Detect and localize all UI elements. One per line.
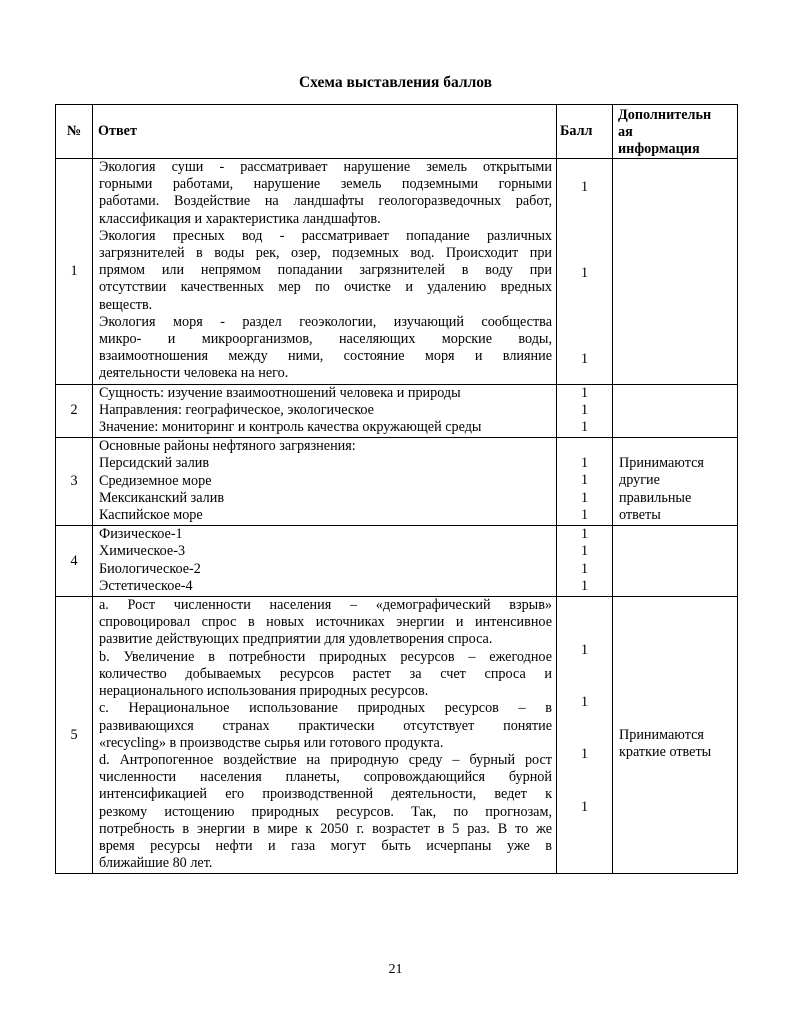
answer-line: Экология суши - рассматривает нарушение земель открытыми <box>99 159 552 175</box>
answer-line: ближайшие 80 лет. <box>99 855 213 872</box>
page-number: 21 <box>388 962 403 977</box>
answer-line: численности населения планеты, сопровождающийся бурной <box>99 769 552 786</box>
answer-cell <box>93 159 557 385</box>
row-number: 3 <box>56 438 93 526</box>
score-value: 1 <box>580 351 589 368</box>
answer-line: Направления: географическое, экологическое <box>99 401 374 418</box>
answer-line: деятельности человека на него. <box>99 365 289 382</box>
answer-line: d. Антропогенное воздействие на природную среду – бурный рост <box>99 751 552 768</box>
answer-cell <box>93 526 557 597</box>
answer-line: Экология моря - раздел геоэкологии, изучающий сообщества <box>99 313 552 330</box>
table-header-row <box>56 105 738 159</box>
score-value: 1 <box>580 798 589 815</box>
answer-line: спровоцировал спрос в новых источниках энергии и интенсивное <box>99 614 552 631</box>
info-cell <box>613 159 738 385</box>
answer-line: Физическое-1 <box>99 526 183 543</box>
score-value: 1 <box>580 577 589 594</box>
answer-line: Экология пресных вод - рассматривает попадание различных <box>99 227 552 244</box>
answer-line: Биологическое-2 <box>99 560 201 577</box>
score-cell <box>557 438 613 526</box>
info-line: ответы <box>619 506 661 523</box>
score-value: 1 <box>580 642 589 659</box>
answer-cell <box>93 597 557 874</box>
row-number: 1 <box>56 159 93 385</box>
score-value: 1 <box>580 506 589 523</box>
answer-line: интенсификацией его производственной деятельности, ведет к <box>99 786 552 803</box>
answer-line: нерационального использования природных ресурсов. <box>99 683 429 700</box>
table-row <box>56 159 738 385</box>
score-cell <box>557 526 613 597</box>
answer-line: потребность в энергии в мире к 2050 г. возрастет в 5 раз. В то же <box>99 820 552 837</box>
answer-line: резкому истощению природных ресурсов. Так, по прогнозам, <box>99 803 552 820</box>
header-info-line: информация <box>618 141 700 157</box>
answer-line: Сущность: изучение взаимоотношений человека и природы <box>99 384 461 401</box>
score-value: 1 <box>580 472 589 489</box>
header-number: № <box>56 105 93 159</box>
score-value: 1 <box>580 543 589 560</box>
answer-line: развитие действующих предприятии для удовлетворения спроса. <box>99 631 493 648</box>
answer-line: b. Увеличение в потребности природных ресурсов – ежегодное <box>99 648 552 665</box>
info-line: краткие ответы <box>619 744 712 761</box>
table-row <box>56 384 738 438</box>
info-line: правильные <box>619 489 692 506</box>
answer-line: Химическое-3 <box>99 543 186 560</box>
answer-cell <box>93 384 557 438</box>
score-value: 1 <box>580 401 589 418</box>
page-title: Схема выставления баллов <box>298 74 493 91</box>
answer-line: прямом или непрямом попадании загрязнителей в воду при <box>99 262 552 279</box>
answer-line: c. Нерациональное использование природных ресурсов – в <box>99 700 552 717</box>
header-score: Балл <box>557 105 613 159</box>
answer-line: микро- и микроорганизмов, населяющих морские воды, <box>99 331 552 348</box>
score-value: 1 <box>580 455 589 472</box>
info-cell <box>613 438 738 526</box>
row-number: 4 <box>56 526 93 597</box>
score-value: 1 <box>580 265 589 282</box>
header-info-line: Дополнительн <box>618 107 712 123</box>
answer-line: время ресурсы нефти и газа могут быть исчерпаны уже в <box>99 837 552 854</box>
info-line: другие <box>619 472 660 489</box>
answer-line: загрязнителей в воды рек, озер, подземных вод. Происходит при <box>99 245 552 262</box>
answer-line: Основные районы нефтяного загрязнения: <box>99 438 356 455</box>
answer-line: веществ. <box>99 296 153 313</box>
answer-line: работами. Воздействие на ландшафты геологоразведочных работ, <box>99 193 552 210</box>
score-value: 1 <box>580 560 589 577</box>
answer-line: развивающихся странах практически отсутствует понятие <box>99 717 552 734</box>
info-cell <box>613 597 738 874</box>
answer-line: Средиземное море <box>99 472 212 489</box>
score-value: 1 <box>580 746 589 763</box>
score-value: 1 <box>580 179 589 195</box>
answer-line: Каспийское море <box>99 507 203 524</box>
score-cell <box>557 159 613 385</box>
info-cell <box>613 526 738 597</box>
answer-line: Мексиканский залив <box>99 489 225 506</box>
header-info-line: ая <box>618 124 633 140</box>
score-cell <box>557 384 613 438</box>
info-cell <box>613 384 738 438</box>
info-line: Принимаются <box>619 727 704 744</box>
scoring-table <box>55 104 738 874</box>
score-value: 1 <box>580 526 589 543</box>
info-line: Принимаются <box>619 455 704 472</box>
table-row <box>56 526 738 597</box>
row-number: 2 <box>56 384 93 438</box>
table-row <box>56 438 738 526</box>
answer-line: «recycling» в производстве сырья или готового продукта. <box>99 734 444 751</box>
score-value: 1 <box>580 489 589 506</box>
answer-line: Эстетическое-4 <box>99 577 193 594</box>
answer-line: Персидский залив <box>99 455 210 472</box>
answer-line: горными работами, нарушение земель подземными горными <box>99 176 552 193</box>
header-additional-info <box>613 105 738 159</box>
answer-line: Значение: мониторинг и контроль качества окружающей среды <box>99 419 482 436</box>
header-answer: Ответ <box>93 105 557 159</box>
score-cell <box>557 597 613 874</box>
answer-line: взаимоотношения между ними, состояние моря и влияние <box>99 348 552 365</box>
answer-line: классификация и характеристика ландшафтов. <box>99 210 381 227</box>
answer-line: a. Рост численности населения – «демографический взрыв» <box>99 597 552 614</box>
answer-line: количество добываемых ресурсов растет за счет спроса и <box>99 665 552 682</box>
answer-cell <box>93 438 557 526</box>
row-number: 5 <box>56 597 93 874</box>
answer-line: отсутствии качественных мер по очистке и удалению вредных <box>99 279 552 296</box>
table-row <box>56 597 738 874</box>
score-value: 1 <box>580 419 589 436</box>
score-value: 1 <box>580 384 589 401</box>
score-value: 1 <box>580 694 589 711</box>
